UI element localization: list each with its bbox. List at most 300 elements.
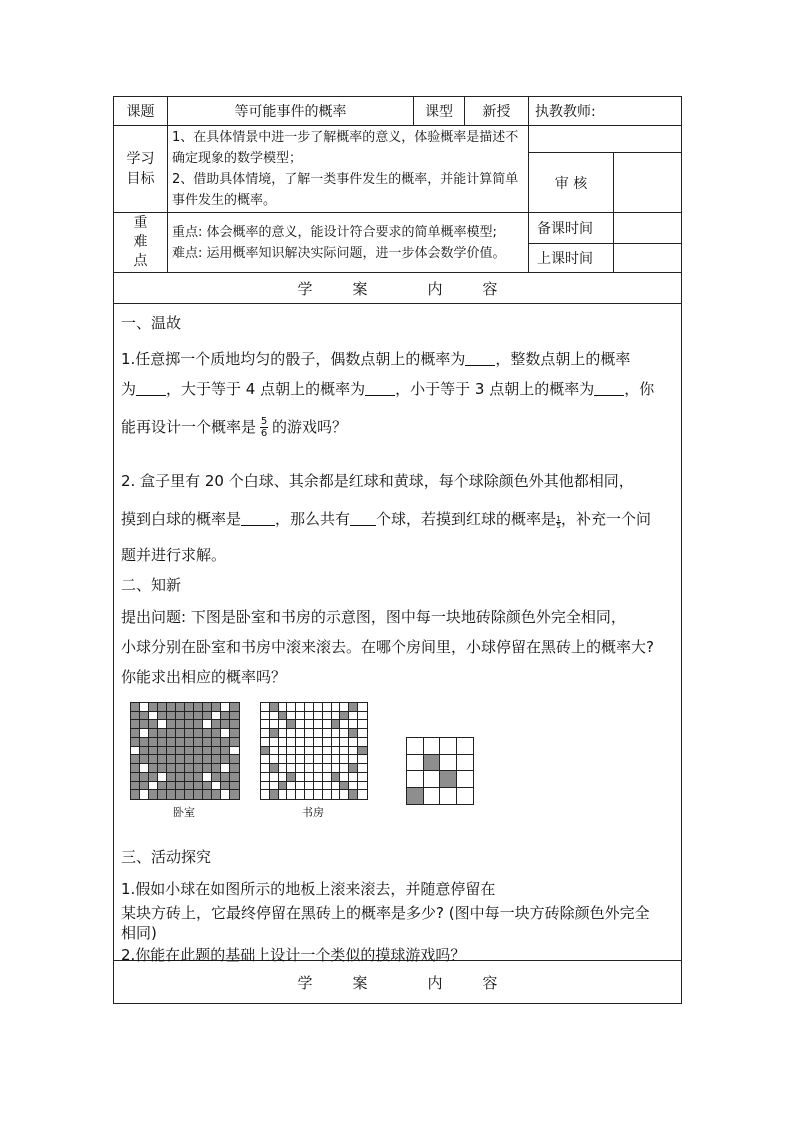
dark-tile bbox=[194, 729, 203, 738]
review-label: 审 核 bbox=[529, 153, 614, 213]
dark-tile bbox=[194, 764, 203, 773]
dark-tile bbox=[140, 720, 149, 729]
dark-tile bbox=[176, 755, 185, 764]
dark-tile bbox=[176, 729, 185, 738]
review-value-cell bbox=[614, 153, 682, 213]
dark-tile bbox=[194, 790, 203, 799]
light-tile bbox=[261, 720, 270, 729]
dark-tile bbox=[158, 729, 167, 738]
dark-tile bbox=[203, 703, 212, 712]
dark-tile bbox=[185, 729, 194, 738]
dark-tile bbox=[212, 747, 221, 756]
light-tile bbox=[323, 747, 332, 756]
dark-tile bbox=[185, 782, 194, 791]
dark-tile bbox=[230, 729, 239, 738]
light-tile bbox=[203, 773, 212, 782]
class-time-value bbox=[614, 244, 682, 273]
light-tile bbox=[358, 738, 367, 747]
light-tile bbox=[440, 788, 457, 805]
light-tile bbox=[270, 720, 279, 729]
dark-tile bbox=[149, 738, 158, 747]
light-tile bbox=[349, 712, 358, 721]
light-tile bbox=[140, 729, 149, 738]
dark-tile bbox=[203, 782, 212, 791]
light-tile bbox=[440, 738, 457, 755]
section2-title: 二、知新 bbox=[121, 576, 182, 594]
light-tile bbox=[296, 764, 305, 773]
light-tile bbox=[221, 764, 230, 773]
light-tile bbox=[221, 790, 230, 799]
light-tile bbox=[270, 782, 279, 791]
light-tile bbox=[296, 773, 305, 782]
light-tile bbox=[340, 764, 349, 773]
dark-tile bbox=[167, 790, 176, 799]
dark-tile bbox=[149, 755, 158, 764]
light-tile bbox=[323, 712, 332, 721]
dark-tile bbox=[261, 747, 270, 756]
dark-tile bbox=[340, 712, 349, 721]
prep-time-value bbox=[614, 213, 682, 244]
light-tile bbox=[457, 771, 474, 788]
light-tile bbox=[332, 764, 341, 773]
dark-tile bbox=[158, 712, 167, 721]
light-tile bbox=[287, 738, 296, 747]
dark-tile bbox=[194, 712, 203, 721]
light-tile bbox=[279, 738, 288, 747]
light-tile bbox=[323, 764, 332, 773]
light-tile bbox=[358, 782, 367, 791]
light-tile bbox=[332, 703, 341, 712]
numerator: 5 bbox=[260, 416, 268, 427]
dark-tile bbox=[203, 755, 212, 764]
dark-tile bbox=[230, 764, 239, 773]
light-tile bbox=[457, 738, 474, 755]
dark-tile bbox=[167, 703, 176, 712]
light-tile bbox=[332, 790, 341, 799]
dark-tile bbox=[279, 712, 288, 721]
dark-tile bbox=[212, 738, 221, 747]
dark-tile bbox=[158, 738, 167, 747]
topic-value: 等可能事件的概率 bbox=[168, 97, 414, 126]
light-tile bbox=[212, 712, 221, 721]
dark-tile bbox=[167, 720, 176, 729]
section3-title: 三、活动探究 bbox=[121, 848, 212, 866]
dark-tile bbox=[140, 773, 149, 782]
dark-tile bbox=[176, 720, 185, 729]
light-tile bbox=[261, 790, 270, 799]
dark-tile bbox=[212, 755, 221, 764]
content-banner-bottom bbox=[114, 961, 682, 1004]
light-tile bbox=[305, 755, 314, 764]
dark-tile bbox=[221, 755, 230, 764]
light-tile bbox=[305, 747, 314, 756]
dark-tile bbox=[131, 738, 140, 747]
answer-blank[interactable] bbox=[350, 511, 376, 526]
light-tile bbox=[332, 747, 341, 756]
dark-tile bbox=[149, 720, 158, 729]
light-tile bbox=[287, 747, 296, 756]
dark-tile bbox=[185, 712, 194, 721]
dark-tile bbox=[194, 755, 203, 764]
text: ，小于等于 3 点朝上的概率为 bbox=[395, 380, 595, 398]
dark-tile bbox=[230, 720, 239, 729]
class-time-label: 上课时间 bbox=[529, 244, 614, 273]
content-banner-top bbox=[114, 273, 682, 304]
dark-tile bbox=[149, 764, 158, 773]
s3-q1-line2: 某块方砖上，它最终停留在黑砖上的概率是多少? (图中每一块方砖除颜色外完全 bbox=[121, 904, 650, 922]
s3-q1-line3: 相同) bbox=[121, 924, 157, 942]
dark-tile bbox=[203, 764, 212, 773]
light-tile bbox=[158, 773, 167, 782]
dark-tile bbox=[185, 790, 194, 799]
dark-tile bbox=[185, 747, 194, 756]
banner-char: 学 bbox=[297, 973, 313, 992]
light-tile bbox=[340, 729, 349, 738]
light-tile bbox=[332, 738, 341, 747]
light-tile bbox=[279, 729, 288, 738]
lesson-plan-table bbox=[113, 96, 682, 1004]
dark-tile bbox=[176, 738, 185, 747]
light-tile bbox=[340, 790, 349, 799]
text: 1.任意掷一个质地均匀的骰子，偶数点朝上的概率为 bbox=[121, 350, 466, 368]
section1-title: 一、温故 bbox=[121, 314, 182, 332]
keypoints-label: 重难点 bbox=[114, 213, 168, 273]
s1-q2-line2 bbox=[121, 508, 675, 529]
light-tile bbox=[296, 782, 305, 791]
dark-tile bbox=[167, 747, 176, 756]
dark-tile bbox=[332, 773, 341, 782]
bedroom-floor-grid bbox=[130, 702, 240, 800]
objective-1: 1、在具体情景中进一步了解概率的意义，体验概率是描述不确定现象的数学模型； bbox=[172, 130, 519, 166]
light-tile bbox=[305, 773, 314, 782]
light-tile bbox=[131, 747, 140, 756]
banner-char: 内 bbox=[427, 279, 443, 298]
light-tile bbox=[261, 782, 270, 791]
text: ，你 bbox=[624, 380, 655, 398]
dark-tile bbox=[167, 738, 176, 747]
activity-floor-grid bbox=[406, 737, 474, 805]
light-tile bbox=[261, 712, 270, 721]
objectives-cell bbox=[168, 126, 529, 213]
banner-char: 容 bbox=[482, 279, 498, 298]
dark-tile bbox=[131, 720, 140, 729]
dark-tile bbox=[212, 729, 221, 738]
s1-q2-line1: 2. 盒子里有 20 个白球、其余都是红球和黄球，每个球除颜色外其他都相同， bbox=[121, 472, 634, 490]
light-tile bbox=[140, 764, 149, 773]
dark-tile bbox=[176, 703, 185, 712]
light-tile bbox=[424, 738, 441, 755]
dark-tile bbox=[185, 755, 194, 764]
dark-tile bbox=[221, 720, 230, 729]
topic-label: 课题 bbox=[114, 97, 168, 126]
light-tile bbox=[323, 782, 332, 791]
dark-tile bbox=[340, 782, 349, 791]
dark-tile bbox=[270, 790, 279, 799]
dark-tile bbox=[131, 712, 140, 721]
dark-tile bbox=[158, 755, 167, 764]
light-tile bbox=[296, 720, 305, 729]
dark-tile bbox=[194, 747, 203, 756]
dark-tile bbox=[140, 747, 149, 756]
light-tile bbox=[314, 703, 323, 712]
dark-tile bbox=[203, 712, 212, 721]
answer-blank[interactable] bbox=[241, 511, 275, 526]
dark-tile bbox=[131, 764, 140, 773]
banner-char: 案 bbox=[352, 279, 368, 298]
light-tile bbox=[358, 790, 367, 799]
dark-tile bbox=[185, 773, 194, 782]
text: 为 bbox=[121, 380, 137, 398]
dark-tile bbox=[149, 773, 158, 782]
light-tile bbox=[158, 720, 167, 729]
text: 摸到白球的概率是 bbox=[121, 510, 242, 528]
light-tile bbox=[261, 729, 270, 738]
dark-tile bbox=[185, 738, 194, 747]
dark-tile bbox=[131, 703, 140, 712]
light-tile bbox=[407, 738, 424, 755]
light-tile bbox=[261, 738, 270, 747]
s3-q2: 2.你能在此题的基础上设计一个类似的摸球游戏吗？ bbox=[121, 946, 466, 964]
light-tile bbox=[270, 747, 279, 756]
light-tile bbox=[340, 773, 349, 782]
dark-tile bbox=[149, 729, 158, 738]
dark-tile bbox=[167, 755, 176, 764]
dark-tile bbox=[279, 782, 288, 791]
light-tile bbox=[279, 773, 288, 782]
text: 能再设计一个概率是 bbox=[121, 418, 257, 436]
dark-tile bbox=[158, 747, 167, 756]
light-tile bbox=[314, 712, 323, 721]
prep-time-label: 备课时间 bbox=[529, 213, 614, 244]
light-tile bbox=[340, 703, 349, 712]
light-tile bbox=[296, 747, 305, 756]
light-tile bbox=[457, 788, 474, 805]
light-tile bbox=[314, 738, 323, 747]
dark-tile bbox=[158, 790, 167, 799]
light-tile bbox=[261, 703, 270, 712]
dark-tile bbox=[131, 729, 140, 738]
banner-char: 容 bbox=[482, 973, 498, 992]
dark-tile bbox=[149, 747, 158, 756]
light-tile bbox=[314, 720, 323, 729]
dark-tile bbox=[349, 790, 358, 799]
dark-tile bbox=[149, 703, 158, 712]
text: ，那么共有 bbox=[275, 510, 351, 528]
key-point: 重点: 体会概率的意义，能设计符合要求的简单概率模型; bbox=[172, 224, 497, 240]
light-tile bbox=[323, 729, 332, 738]
light-tile bbox=[296, 790, 305, 799]
light-tile bbox=[279, 703, 288, 712]
banner-char: 案 bbox=[352, 973, 368, 992]
dark-tile bbox=[158, 703, 167, 712]
light-tile bbox=[340, 738, 349, 747]
light-tile bbox=[287, 790, 296, 799]
dark-tile bbox=[221, 712, 230, 721]
light-tile bbox=[358, 773, 367, 782]
light-tile bbox=[261, 755, 270, 764]
light-tile bbox=[149, 782, 158, 791]
objective-2: 2、借助具体情境，了解一类事件发生的概率，并能计算简单事件发生的概率。 bbox=[172, 172, 519, 208]
light-tile bbox=[332, 782, 341, 791]
dark-tile bbox=[230, 703, 239, 712]
dark-tile bbox=[230, 738, 239, 747]
light-tile bbox=[424, 771, 441, 788]
light-tile bbox=[287, 755, 296, 764]
light-tile bbox=[407, 771, 424, 788]
s1-q1-line1 bbox=[121, 348, 675, 369]
light-tile bbox=[296, 712, 305, 721]
light-tile bbox=[230, 747, 239, 756]
light-tile bbox=[270, 712, 279, 721]
light-tile bbox=[287, 712, 296, 721]
light-tile bbox=[323, 738, 332, 747]
light-tile bbox=[279, 755, 288, 764]
light-tile bbox=[314, 755, 323, 764]
dark-tile bbox=[176, 790, 185, 799]
light-tile bbox=[305, 782, 314, 791]
dark-tile bbox=[230, 790, 239, 799]
light-tile bbox=[305, 738, 314, 747]
light-tile bbox=[340, 755, 349, 764]
light-tile bbox=[221, 729, 230, 738]
dark-tile bbox=[349, 729, 358, 738]
light-tile bbox=[279, 747, 288, 756]
s1-q1-line2 bbox=[121, 378, 675, 399]
light-tile bbox=[279, 720, 288, 729]
dark-tile bbox=[203, 790, 212, 799]
dark-tile bbox=[194, 773, 203, 782]
light-tile bbox=[323, 720, 332, 729]
light-tile bbox=[140, 790, 149, 799]
dark-tile bbox=[221, 782, 230, 791]
light-tile bbox=[332, 755, 341, 764]
light-tile bbox=[314, 790, 323, 799]
dark-tile bbox=[349, 703, 358, 712]
light-tile bbox=[340, 747, 349, 756]
light-tile bbox=[358, 764, 367, 773]
text: ，补充一个问 bbox=[561, 510, 652, 528]
text: ，整数点朝上的概率 bbox=[495, 350, 631, 368]
dark-tile bbox=[203, 747, 212, 756]
dark-tile bbox=[194, 782, 203, 791]
dark-tile bbox=[221, 773, 230, 782]
light-tile bbox=[314, 764, 323, 773]
dark-tile bbox=[131, 755, 140, 764]
dark-tile bbox=[149, 790, 158, 799]
light-tile bbox=[314, 773, 323, 782]
dark-tile bbox=[221, 747, 230, 756]
dark-tile bbox=[349, 764, 358, 773]
light-tile bbox=[440, 755, 457, 772]
study-label: 书房 bbox=[302, 806, 324, 819]
dark-tile bbox=[287, 720, 296, 729]
light-tile bbox=[349, 773, 358, 782]
light-tile bbox=[314, 729, 323, 738]
s1-q1-line3 bbox=[121, 416, 675, 439]
text: 的游戏吗？ bbox=[272, 418, 348, 436]
light-tile bbox=[305, 764, 314, 773]
dark-tile bbox=[131, 773, 140, 782]
dark-tile bbox=[270, 703, 279, 712]
denominator: 5 bbox=[556, 522, 561, 530]
light-tile bbox=[305, 703, 314, 712]
dark-tile bbox=[140, 755, 149, 764]
light-tile bbox=[349, 720, 358, 729]
difficult-point: 难点: 运用概率知识解决实际问题，进一步体会数学价值。 bbox=[172, 245, 506, 261]
dark-tile bbox=[176, 782, 185, 791]
light-tile bbox=[340, 720, 349, 729]
numerator: 1 bbox=[556, 515, 561, 523]
dark-tile bbox=[158, 782, 167, 791]
light-tile bbox=[212, 782, 221, 791]
answer-blank[interactable] bbox=[465, 351, 495, 366]
dark-tile bbox=[194, 703, 203, 712]
dark-tile bbox=[212, 720, 221, 729]
light-tile bbox=[149, 712, 158, 721]
answer-blank[interactable] bbox=[365, 381, 395, 396]
dark-tile bbox=[221, 738, 230, 747]
answer-blank[interactable] bbox=[136, 381, 166, 396]
banner-char: 学 bbox=[297, 279, 313, 298]
dark-tile bbox=[212, 764, 221, 773]
light-tile bbox=[296, 738, 305, 747]
dark-tile bbox=[407, 788, 424, 805]
dark-tile bbox=[287, 773, 296, 782]
dark-tile bbox=[230, 773, 239, 782]
text: 个球，若摸到红球的概率是 bbox=[376, 510, 557, 528]
light-tile bbox=[270, 738, 279, 747]
type-value: 新授 bbox=[465, 97, 529, 126]
s3-q1-line1: 1.假如小球在如图所示的地板上滚来滚去，并随意停留在 bbox=[121, 880, 496, 898]
light-tile bbox=[270, 755, 279, 764]
light-tile bbox=[287, 703, 296, 712]
dark-tile bbox=[167, 782, 176, 791]
light-tile bbox=[323, 773, 332, 782]
light-tile bbox=[305, 720, 314, 729]
light-tile bbox=[349, 747, 358, 756]
dark-tile bbox=[176, 773, 185, 782]
light-tile bbox=[287, 764, 296, 773]
light-tile bbox=[279, 764, 288, 773]
dark-tile bbox=[332, 720, 341, 729]
light-tile bbox=[305, 729, 314, 738]
dark-tile bbox=[158, 764, 167, 773]
dark-tile bbox=[167, 764, 176, 773]
dark-tile bbox=[140, 738, 149, 747]
light-tile bbox=[261, 773, 270, 782]
dark-tile bbox=[270, 764, 279, 773]
light-tile bbox=[287, 782, 296, 791]
light-tile bbox=[314, 782, 323, 791]
answer-blank[interactable] bbox=[594, 381, 624, 396]
light-tile bbox=[358, 712, 367, 721]
dark-tile bbox=[212, 790, 221, 799]
dark-tile bbox=[194, 720, 203, 729]
dark-tile bbox=[185, 720, 194, 729]
light-tile bbox=[349, 782, 358, 791]
light-tile bbox=[358, 720, 367, 729]
light-tile bbox=[296, 729, 305, 738]
light-tile bbox=[296, 703, 305, 712]
light-tile bbox=[332, 729, 341, 738]
s1-q2-line3: 题并进行求解。 bbox=[121, 546, 227, 564]
teacher-label: 执教教师: bbox=[529, 97, 682, 126]
dark-tile bbox=[167, 773, 176, 782]
dark-tile bbox=[358, 747, 367, 756]
light-tile bbox=[305, 712, 314, 721]
banner-char: 内 bbox=[427, 973, 443, 992]
light-tile bbox=[296, 755, 305, 764]
